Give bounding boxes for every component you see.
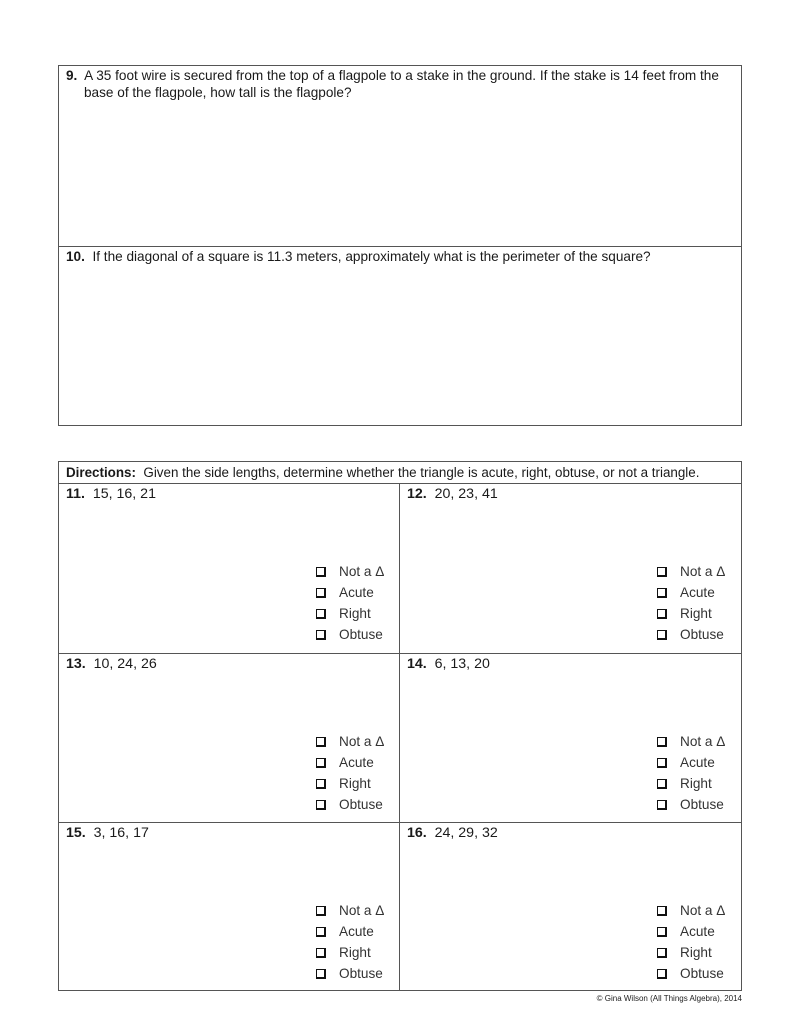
answer-options (316, 561, 384, 645)
option-label: Right (339, 945, 371, 960)
side-lengths: 3, 16, 17 (93, 825, 149, 841)
checkbox-icon[interactable] (316, 630, 326, 640)
checkbox-icon[interactable] (657, 567, 667, 577)
checkbox-icon[interactable] (316, 969, 326, 979)
answer-option[interactable] (657, 603, 725, 624)
answer-option[interactable] (657, 582, 725, 603)
triangle-problem-2 (59, 653, 400, 822)
checkbox-icon[interactable] (657, 948, 667, 958)
problem-title (66, 825, 149, 842)
answer-option[interactable] (316, 942, 384, 963)
directions-label: Directions: (66, 465, 136, 480)
option-label: Right (680, 776, 712, 791)
problem-title (407, 486, 498, 503)
question-10 (59, 247, 741, 425)
option-label: Obtuse (680, 966, 724, 981)
option-label: Right (680, 606, 712, 621)
side-lengths: 20, 23, 41 (434, 486, 498, 502)
checkbox-icon[interactable] (316, 800, 326, 810)
word-problems-box (58, 65, 742, 426)
triangle-problem-0 (59, 484, 400, 653)
answer-option[interactable] (316, 603, 384, 624)
answer-option[interactable] (657, 773, 725, 794)
answer-options (657, 731, 725, 815)
problem-title (407, 825, 498, 842)
option-label: Obtuse (680, 627, 724, 642)
answer-option[interactable] (316, 921, 384, 942)
checkbox-icon[interactable] (657, 630, 667, 640)
option-label: Not a Δ (339, 564, 385, 579)
checkbox-icon[interactable] (316, 737, 326, 747)
side-lengths: 24, 29, 32 (434, 825, 498, 841)
answer-option[interactable] (316, 752, 384, 773)
checkbox-icon[interactable] (657, 779, 667, 789)
answer-option[interactable] (316, 624, 384, 645)
problem-number: 11. (66, 486, 85, 502)
triangle-problem-5 (400, 822, 741, 990)
problem-number: 16. (407, 825, 427, 841)
checkbox-icon[interactable] (316, 758, 326, 768)
answer-option[interactable] (316, 582, 384, 603)
question-9 (59, 66, 741, 247)
problem-number: 15. (66, 825, 86, 841)
option-label: Acute (680, 585, 715, 600)
answer-option[interactable] (316, 794, 384, 815)
answer-option[interactable] (657, 752, 725, 773)
question-number: 10. (66, 249, 85, 264)
triangle-classification-box (58, 461, 742, 991)
checkbox-icon[interactable] (657, 969, 667, 979)
question-text: If the diagonal of a square is 11.3 meters, approximately what is the perimeter of the square? (92, 249, 651, 264)
side-lengths: 6, 13, 20 (434, 656, 490, 672)
option-label: Not a Δ (339, 903, 385, 918)
option-label: Acute (339, 755, 374, 770)
option-label: Not a Δ (339, 734, 385, 749)
option-label: Right (339, 776, 371, 791)
option-label: Right (680, 945, 712, 960)
option-label: Obtuse (680, 797, 724, 812)
answer-option[interactable] (316, 731, 384, 752)
triangle-problem-4 (59, 822, 400, 990)
checkbox-icon[interactable] (316, 779, 326, 789)
option-label: Right (339, 606, 371, 621)
problem-number: 13. (66, 656, 86, 672)
problem-number: 14. (407, 656, 427, 672)
directions-text: Given the side lengths, determine whether the triangle is acute, right, obtuse, or not a triangle. (143, 465, 700, 480)
problem-title (66, 656, 157, 673)
answer-option[interactable] (657, 624, 725, 645)
option-label: Acute (339, 924, 374, 939)
answer-options (316, 731, 384, 815)
checkbox-icon[interactable] (316, 567, 326, 577)
answer-option[interactable] (657, 900, 725, 921)
checkbox-icon[interactable] (316, 588, 326, 598)
checkbox-icon[interactable] (657, 609, 667, 619)
option-label: Acute (339, 585, 374, 600)
triangle-problem-1 (400, 484, 741, 653)
answer-option[interactable] (316, 900, 384, 921)
answer-option[interactable] (657, 921, 725, 942)
checkbox-icon[interactable] (657, 588, 667, 598)
option-label: Not a Δ (680, 564, 726, 579)
triangle-problem-3 (400, 653, 741, 822)
directions (59, 462, 741, 484)
option-label: Not a Δ (680, 903, 726, 918)
option-label: Obtuse (339, 797, 383, 812)
checkbox-icon[interactable] (316, 906, 326, 916)
answer-option[interactable] (316, 963, 384, 984)
side-lengths: 10, 24, 26 (93, 656, 157, 672)
checkbox-icon[interactable] (316, 927, 326, 937)
answer-option[interactable] (657, 942, 725, 963)
side-lengths: 15, 16, 21 (92, 486, 156, 502)
copyright-footer: © Gina Wilson (All Things Algebra), 2014 (596, 994, 742, 1003)
problem-title (407, 656, 490, 673)
problem-grid (59, 484, 741, 990)
answer-options (657, 900, 725, 984)
checkbox-icon[interactable] (657, 758, 667, 768)
question-number: 9. (66, 68, 78, 83)
checkbox-icon[interactable] (316, 948, 326, 958)
option-label: Obtuse (339, 627, 383, 642)
option-label: Acute (680, 755, 715, 770)
checkbox-icon[interactable] (316, 609, 326, 619)
checkbox-icon[interactable] (657, 737, 667, 747)
question-text: A 35 foot wire is secured from the top of a flagpole to a stake in the ground. If the stake is 14 feet from the base of the flagpole, how tall is the flagpole? (84, 68, 719, 100)
answer-option[interactable] (657, 731, 725, 752)
checkbox-icon[interactable] (657, 800, 667, 810)
answer-option[interactable] (316, 773, 384, 794)
checkbox-icon[interactable] (657, 906, 667, 916)
answer-option[interactable] (657, 561, 725, 582)
option-label: Acute (680, 924, 715, 939)
problem-number: 12. (407, 486, 427, 502)
answer-option[interactable] (657, 794, 725, 815)
problem-title (66, 486, 156, 503)
option-label: Not a Δ (680, 734, 726, 749)
answer-options (657, 561, 725, 645)
answer-option[interactable] (657, 963, 725, 984)
checkbox-icon[interactable] (657, 927, 667, 937)
option-label: Obtuse (339, 966, 383, 981)
answer-options (316, 900, 384, 984)
answer-option[interactable] (316, 561, 384, 582)
